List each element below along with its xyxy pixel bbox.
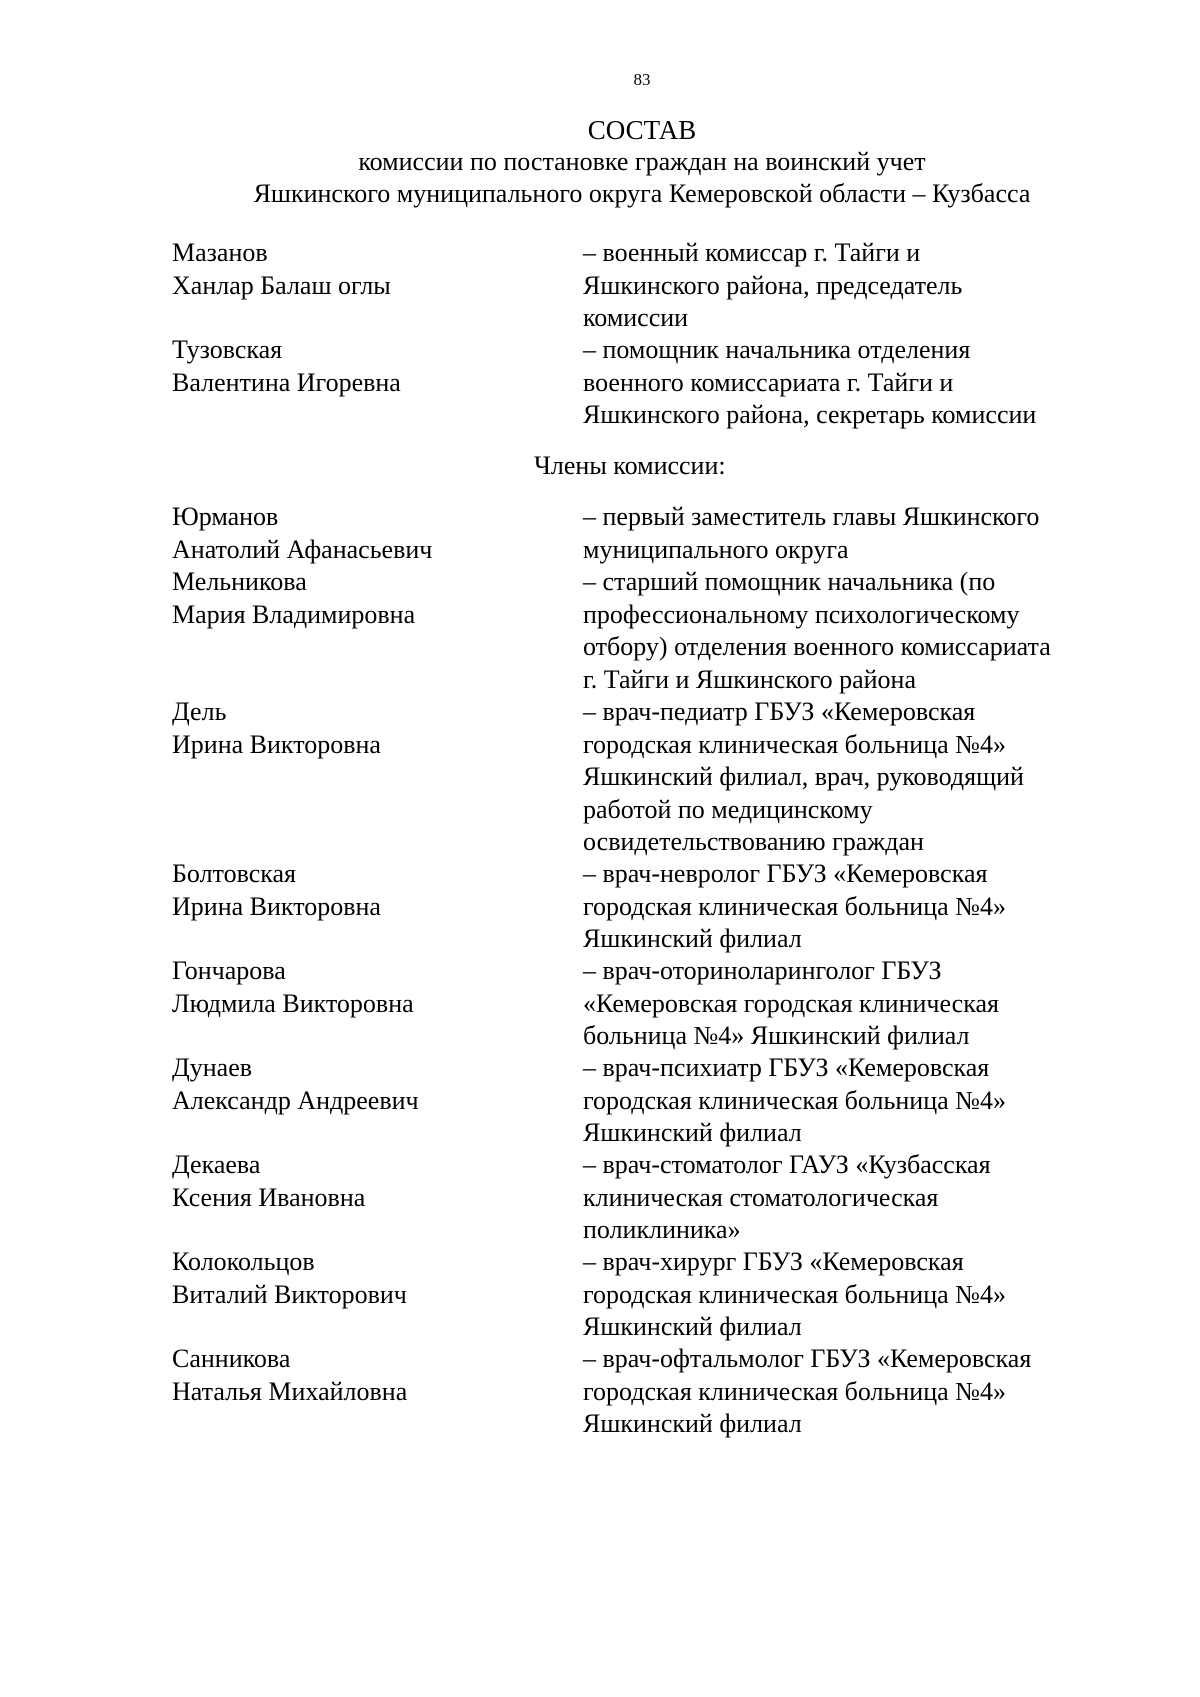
role-line: – врач-хирург ГБУЗ «Кемеровская [583, 1247, 964, 1276]
person-name [172, 1246, 572, 1311]
role-line: Яшкинского района, председатель [583, 270, 963, 300]
person-name [172, 1149, 572, 1214]
role-line: освидетельствованию граждан [583, 827, 924, 856]
role-line: военного комиссариата г. Тайги и [583, 367, 954, 397]
role-line: – первый заместитель главы Яшкинского [583, 502, 1040, 531]
person-name [172, 1052, 572, 1117]
role-line: – врач-стоматолог ГАУЗ «Кузбасская [583, 1150, 991, 1179]
role-line: Яшкинский филиал [583, 1312, 802, 1341]
given-names: Виталий Викторович [172, 1279, 407, 1309]
role-line: отбору) отделения военного комиссариата [583, 632, 1051, 661]
person-role [583, 1343, 1123, 1441]
surname: Юрманов [172, 502, 279, 531]
person-name [172, 237, 572, 302]
given-names: Ханлар Балаш оглы [172, 270, 391, 300]
surname: Мазанов [172, 238, 268, 267]
given-names: Александр Андреевич [172, 1085, 419, 1115]
person-name [172, 955, 572, 1020]
surname: Мельникова [172, 567, 307, 596]
role-line: Яшкинский филиал [583, 1118, 802, 1147]
person-role [583, 237, 1123, 335]
person-role [583, 1052, 1123, 1150]
role-line: – врач-оториноларинголог ГБУЗ [583, 956, 942, 985]
given-names: Людмила Викторовна [172, 988, 414, 1018]
role-line: городская клиническая больница №4» [583, 891, 1006, 921]
role-line: профессиональному психологическому [583, 599, 1020, 629]
page-number: 83 [633, 70, 651, 89]
subtitle-line: комиссии по постановке граждан на воинский учет [358, 147, 926, 176]
role-line: городская клиническая больница №4» [583, 729, 1006, 759]
surname: Тузовская [172, 335, 283, 364]
role-line: городская клиническая больница №4» [583, 1279, 1006, 1309]
subtitle-line: Яшкинского муниципального округа Кемеровской области – Кузбасса [253, 179, 1031, 208]
surname: Гончарова [172, 956, 286, 985]
surname: Санникова [172, 1344, 291, 1373]
document-header [160, 114, 1124, 210]
person-role [583, 1246, 1123, 1344]
person-role [583, 696, 1123, 859]
surname: Колокольцов [172, 1247, 315, 1276]
given-names: Ксения Ивановна [172, 1182, 366, 1212]
role-line: городская клиническая больница №4» [583, 1376, 1006, 1406]
role-line: Яшкинского района, секретарь комиссии [583, 400, 1037, 429]
role-line: – военный комиссар г. Тайги и [583, 238, 921, 267]
role-line: Яшкинский филиал [583, 1409, 802, 1438]
person-role [583, 1149, 1123, 1247]
role-line: Яшкинский филиал [583, 924, 802, 953]
person-name [172, 1343, 572, 1408]
surname: Дель [172, 697, 227, 726]
given-names: Анатолий Афанасьевич [172, 534, 433, 564]
person-name [172, 566, 572, 631]
given-names: Ирина Викторовна [172, 891, 381, 921]
role-line: – врач-невролог ГБУЗ «Кемеровская [583, 859, 988, 888]
role-line: – врач-психиатр ГБУЗ «Кемеровская [583, 1053, 990, 1082]
role-line: клиническая стоматологическая [583, 1182, 939, 1212]
members-heading: Члены комиссии: [534, 451, 726, 480]
role-line: комиссии [583, 303, 689, 332]
role-line: больница №4» Яшкинский филиал [583, 1021, 970, 1050]
role-line: «Кемеровская городская клиническая [583, 988, 999, 1018]
role-line: г. Тайги и Яшкинского района [583, 664, 917, 694]
person-name [172, 696, 572, 761]
person-role [583, 334, 1123, 432]
role-line: Яшкинский филиал, врач, руководящий [583, 762, 1024, 791]
given-names: Мария Владимировна [172, 599, 416, 629]
role-line: – врач-педиатр ГБУЗ «Кемеровская [583, 697, 976, 726]
role-line: – врач-офтальмолог ГБУЗ «Кемеровская [583, 1344, 1032, 1373]
surname: Декаева [172, 1150, 261, 1179]
person-role [583, 501, 1123, 566]
person-name [172, 501, 572, 566]
role-line: городская клиническая больница №4» [583, 1085, 1006, 1115]
document-title: СОСТАВ [587, 115, 697, 145]
given-names: Валентина Игоревна [172, 367, 401, 397]
role-line: – старший помощник начальника (по [583, 567, 996, 596]
given-names: Наталья Михайловна [172, 1376, 408, 1406]
person-role [583, 858, 1123, 956]
role-line: работой по медицинскому [583, 794, 873, 824]
given-names: Ирина Викторовна [172, 729, 381, 759]
person-name [172, 858, 572, 923]
person-name [172, 334, 572, 399]
role-line: поликлиника» [583, 1215, 741, 1244]
surname: Болтовская [172, 859, 296, 888]
person-role [583, 955, 1123, 1053]
surname: Дунаев [172, 1053, 253, 1082]
role-line: – помощник начальника отделения [583, 335, 971, 364]
person-role [583, 566, 1123, 696]
role-line: муниципального округа [583, 534, 849, 564]
